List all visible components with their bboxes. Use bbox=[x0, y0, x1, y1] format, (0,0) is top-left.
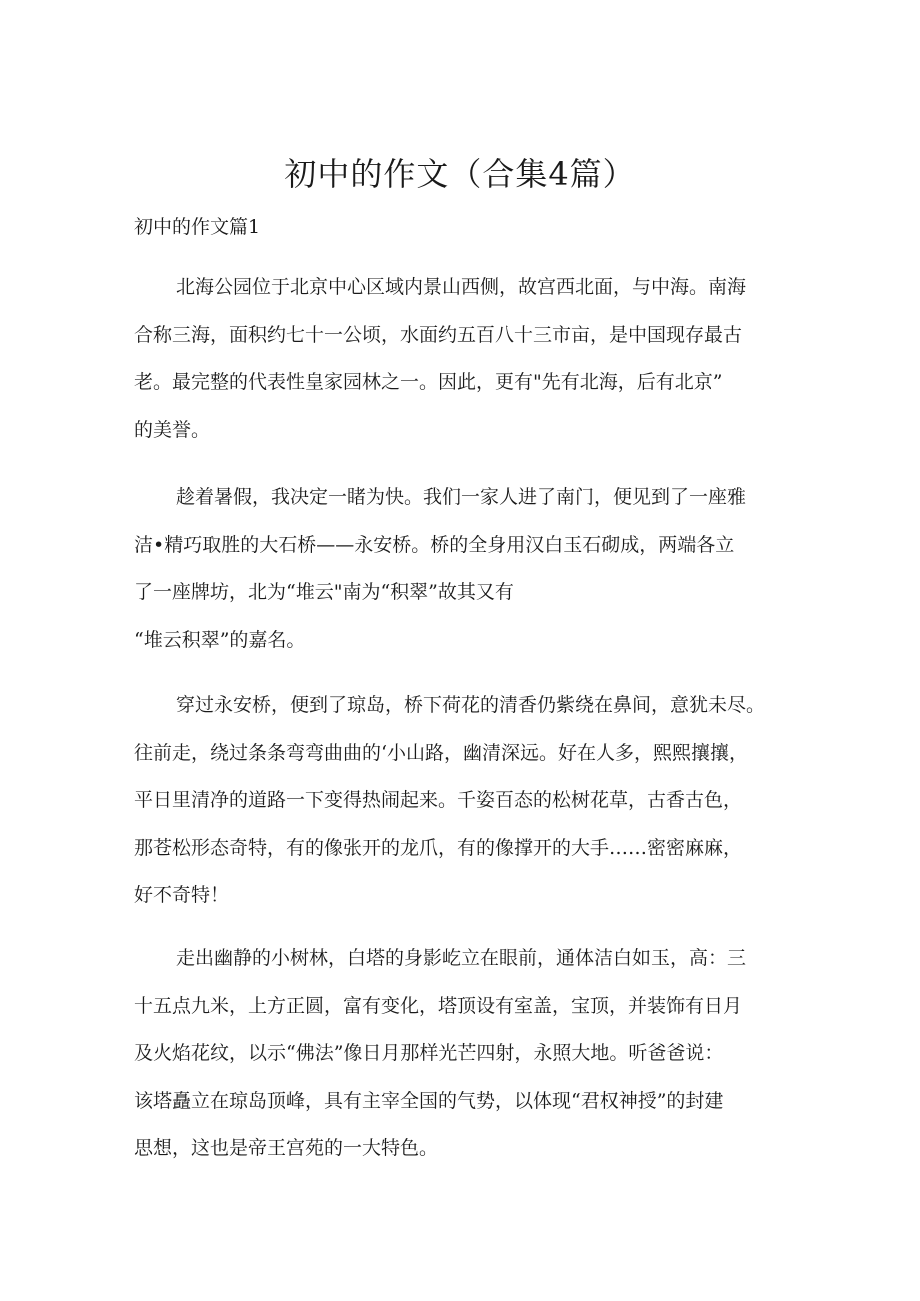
paragraph-line: 穿过永安桥，便到了琼岛，桥下荷花的清香仍紫绕在鼻间，意犹未尽。 bbox=[176, 694, 766, 716]
paragraph-line: 走出幽静的小树林，白塔的身影屹立在眼前，通体洁白如玉，高：三 bbox=[176, 947, 747, 969]
paragraph-line: “堆云积翠”的嘉名。 bbox=[134, 628, 306, 651]
paragraph-line: 平日里清净的道路一下变得热闹起来。千姿百态的松树花草，古香古色， bbox=[134, 789, 743, 811]
paragraph-line: 往前走，绕过条条弯弯曲曲的‘小山路，幽清深远。好在人多，熙熙攘攘， bbox=[134, 741, 749, 764]
paragraph-line: 北海公园位于北京中心区域内景山西侧，故宫西北面，与中海。南海 bbox=[176, 276, 747, 298]
paragraph-line: 了一座牌坊，北为“堆云"南为“积翠”故其又有 bbox=[134, 581, 514, 603]
paragraph-line: 该塔矗立在琼岛顶峰，具有主宰全国的气势，以体现“君权神授”的封建 bbox=[134, 1089, 724, 1112]
paragraph-line: 好不奇特！ bbox=[134, 884, 230, 906]
paragraph-line: 洁•精巧取胜的大石桥——永安桥。桥的全身用汉白玉石砌成，两端各立 bbox=[134, 533, 735, 556]
section-heading: 初中的作文篇1 bbox=[134, 216, 261, 238]
paragraph-line: 的美誉。 bbox=[134, 418, 211, 441]
paragraph-4 bbox=[134, 935, 794, 1173]
paragraph-line: 老。最完整的代表性皇家园林之一。因此，更有"先有北海，后有北京” bbox=[134, 371, 723, 393]
paragraph-line: 合称三海，面积约七十一公顷，水面约五百八十三市亩，是中国现存最古 bbox=[134, 323, 743, 346]
paragraph-line: 十五点九米，上方正圆，富有变化，塔顶设有室盖，宝顶，并装饰有日月 bbox=[134, 994, 743, 1017]
paragraph-1 bbox=[134, 264, 794, 454]
document-title: 初中的作文（合集4篇） bbox=[284, 155, 636, 193]
paragraph-3 bbox=[134, 682, 794, 920]
paragraph-line: 思想，这也是帝王宫苑的一大特色。 bbox=[134, 1137, 439, 1159]
paragraph-line: 及火焰花纹，以示“佛法”像日月那样光芒四射，永照大地。听爸爸说： bbox=[134, 1042, 724, 1064]
paragraph-line: 趁着暑假，我决定一睹为快。我们一家人进了南门，便见到了一座雅 bbox=[176, 486, 747, 508]
paragraph-line: 那苍松形态奇特，有的像张开的龙爪，有的像撑开的大手……密密麻麻， bbox=[134, 836, 743, 859]
paragraph-2 bbox=[134, 474, 794, 664]
